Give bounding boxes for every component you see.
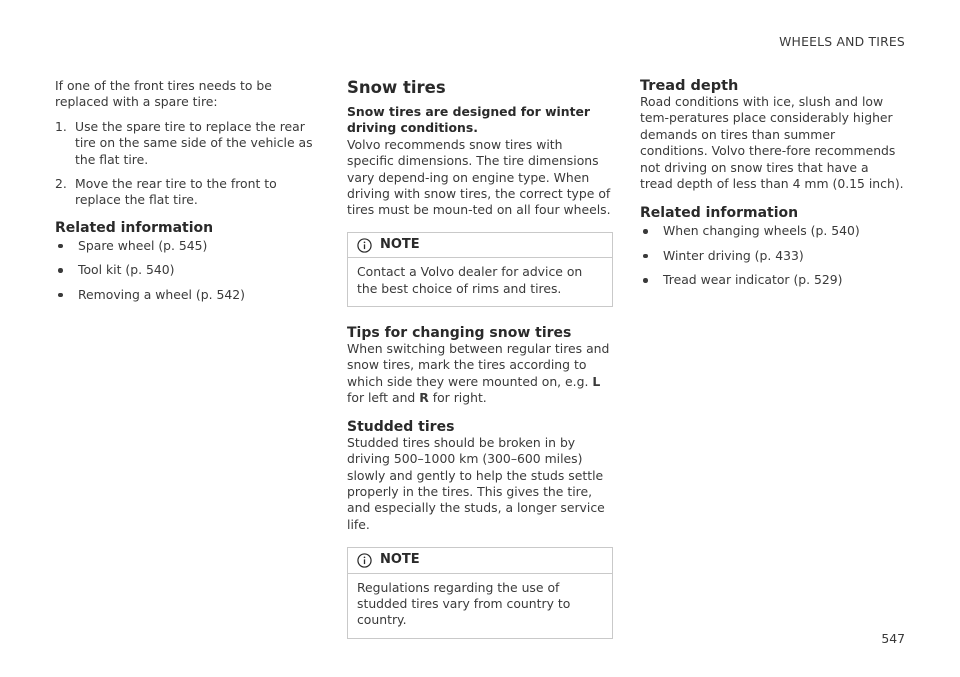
info-circle-icon xyxy=(357,238,372,253)
steps-list xyxy=(55,119,317,209)
related-link-spare-wheel[interactable]: Spare wheel (p. 545) xyxy=(55,238,317,254)
note-box xyxy=(347,232,613,307)
tips-text: for right. xyxy=(428,390,487,406)
related-link-tool-kit[interactable]: Tool kit (p. 540) xyxy=(55,262,317,278)
studded-tires-heading: Studded tires xyxy=(347,418,455,435)
note-header xyxy=(348,548,612,573)
right-marker: R xyxy=(419,390,429,406)
column-right xyxy=(640,78,905,297)
related-link-tread-wear[interactable]: Tread wear indicator (p. 529) xyxy=(640,272,905,288)
lead-paragraph: Snow tires are designed for winter driving conditions. xyxy=(347,104,591,136)
note-label: NOTE xyxy=(380,236,420,252)
body-paragraph: Volvo recommends snow tires with specific dimensions. The tire dimensions vary depend-ing on engine type. When driving with snow tires, the correct type of tires must be moun-ted on all four wheels. xyxy=(347,136,611,218)
related-information-heading: Related information xyxy=(640,205,799,222)
note-header xyxy=(348,233,612,258)
intro-paragraph: If one of the front tires needs to be replaced with a spare tire: xyxy=(55,78,272,110)
column-left xyxy=(55,78,317,311)
tips-heading: Tips for changing snow tires xyxy=(347,325,572,342)
tips-text: for left and xyxy=(347,390,420,406)
step-text: Move the rear tire to the front to replace the flat tire. xyxy=(75,176,277,208)
list-item xyxy=(55,176,317,209)
column-middle xyxy=(347,78,613,639)
step-number: 2. xyxy=(55,176,67,192)
note-text: Contact a Volvo dealer for advice on the best choice of rims and tires. xyxy=(357,264,583,296)
left-marker: L xyxy=(592,373,601,389)
note-label: NOTE xyxy=(380,552,420,568)
info-circle-icon xyxy=(357,553,372,568)
tread-depth-paragraph: Road conditions with ice, slush and low tem-peratures place considerably higher demands on tires than summer conditions. Volvo there-fore recommends not driving on snow tires that have a tread depth of less than 4 mm (0.15 inch). xyxy=(640,94,904,192)
page-title: Snow tires xyxy=(347,78,446,97)
related-link-winter-driving[interactable]: Winter driving (p. 433) xyxy=(640,248,905,264)
related-link-changing-wheels[interactable]: When changing wheels (p. 540) xyxy=(640,223,905,239)
step-number: 1. xyxy=(55,118,67,134)
tread-depth-heading: Tread depth xyxy=(640,78,739,94)
page-number: 547 xyxy=(881,631,905,646)
note-box xyxy=(347,547,613,639)
related-link-removing-wheel[interactable]: Removing a wheel (p. 542) xyxy=(55,287,317,303)
tips-text: When switching between regular tires and snow tires, mark the tires according to which side they were mounted on, e.g. xyxy=(347,341,610,389)
related-links-list xyxy=(55,238,317,303)
studded-paragraph: Studded tires should be broken in by driving 500–1000 km (300–600 miles) slowly and gently to help the studs settle properly in the tires. This gives the tire, and especially the studs, a longer service life. xyxy=(347,434,605,532)
step-text: Use the spare tire to replace the rear tire on the same side of the vehicle as the flat tire. xyxy=(75,118,313,167)
section-title: WHEELS AND TIRES xyxy=(779,34,905,49)
list-item xyxy=(55,119,317,168)
tips-paragraph xyxy=(347,341,613,407)
note-text: Regulations regarding the use of studded tires vary from country to country. xyxy=(357,579,571,628)
related-links-list xyxy=(640,223,905,288)
related-information-heading: Related information xyxy=(55,219,214,236)
